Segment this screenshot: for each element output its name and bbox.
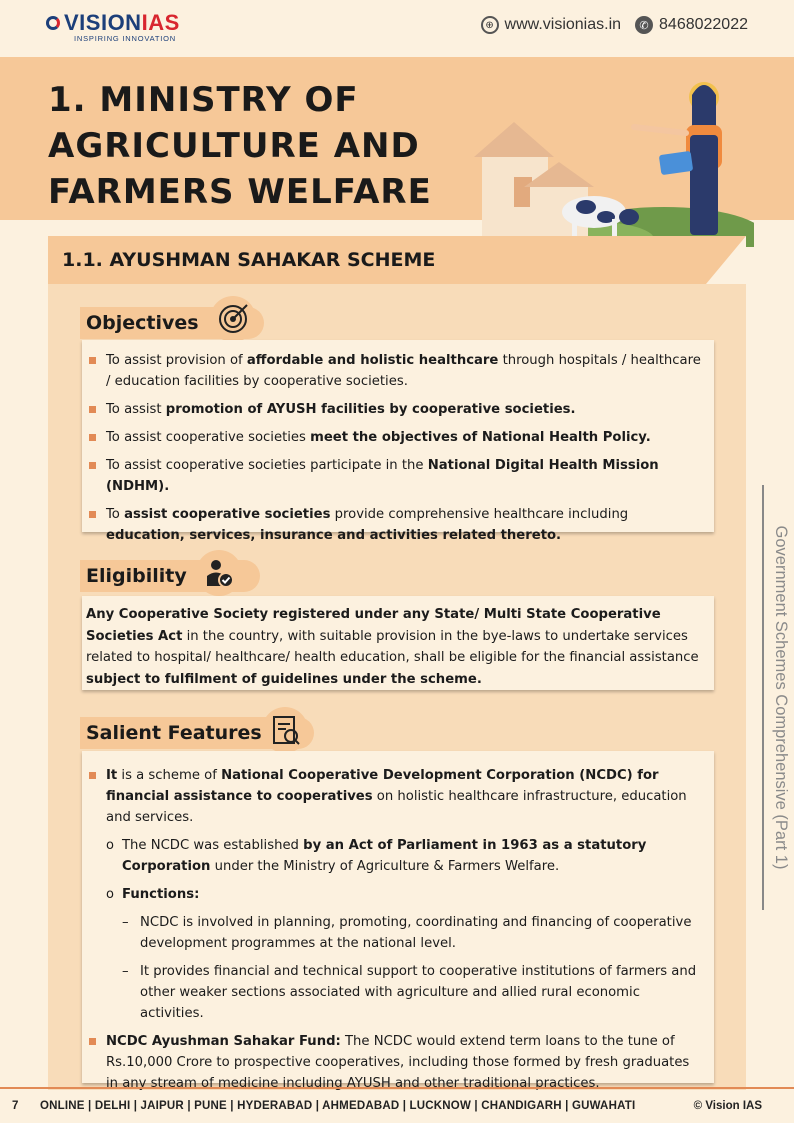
objective-item: To assist cooperative societies provide comprehensive healthcare including education, services, insurance and activities related thereto. — [86, 504, 704, 546]
chapter-title — [48, 77, 432, 215]
section-header — [48, 236, 746, 284]
feature-item: NCDC Ayushman Sahakar Fund: The NCDC would extend term loans to the tune of Rs.10,000 Crore to prospective cooperatives, including those formed by fresh graduates in any stream of medicine including AYUSH and other traditional practices. — [86, 1031, 704, 1094]
target-icon — [210, 296, 256, 342]
farm-illustration — [464, 67, 754, 247]
logo-mark-icon — [46, 16, 60, 30]
page-number: 7 — [12, 1100, 19, 1112]
phone-icon: ✆ — [635, 16, 653, 34]
phone-number: 8468022022 — [659, 16, 748, 33]
logo-tagline: INSPIRING INNOVATION — [74, 34, 176, 43]
chapter-title-line-3: FARMERS WELFARE — [48, 172, 432, 212]
objective-item: To assist promotion of AYUSH facilities by cooperative societies. — [86, 399, 704, 420]
salient-features-label: Salient Features — [86, 722, 262, 744]
chapter-banner — [0, 57, 794, 220]
contact-info — [481, 16, 748, 34]
salient-features-card — [82, 751, 714, 1091]
feature-item: It is a scheme of National Cooperative Development Corporation (NCDC) for financial assistance to cooperatives on holistic healthcare infrastructure, education and services. — [86, 765, 704, 828]
side-divider — [762, 485, 764, 910]
objective-item: To assist provision of affordable and holistic healthcare through hospitals / healthcare / education facilities by cooperative societies. — [86, 350, 704, 392]
eligible-person-icon — [196, 550, 242, 596]
page-header — [0, 0, 794, 57]
side-tab — [762, 485, 790, 910]
objectives-card — [82, 340, 714, 543]
section-title: 1.1. AYUSHMAN SAHAKAR SCHEME — [62, 249, 436, 271]
center-locations: ONLINE | DELHI | JAIPUR | PUNE | HYDERABAD | AHMEDABAD | LUCKNOW | CHANDIGARH | GUWAHATI — [40, 1100, 636, 1112]
checklist-icon — [262, 707, 308, 753]
objectives-label: Objectives — [86, 312, 199, 334]
logo-ias-text: IAS — [141, 10, 180, 35]
corner-fold — [706, 236, 746, 284]
eligibility-label: Eligibility — [86, 565, 187, 587]
eligibility-text: Any Cooperative Society registered under any State/ Multi State Cooperative Societies Act in the country, with suitable provision in the bye-laws to undertake services related to hospital/ healthcare/ health education, shall be eligible for the financial assistance subject to fulfilment of guidelines under the scheme. — [86, 607, 699, 687]
document-series-title: Government Schemes Comprehensive (Part 1) — [772, 525, 790, 870]
function-item: – It provides financial and technical support to cooperative institutions of farmers and other weaker sections associated with agriculture and allied rural economic activities. — [86, 961, 704, 1024]
objective-item: To assist cooperative societies participate in the National Digital Health Mission (NDHM). — [86, 455, 704, 497]
website-link[interactable]: www.visionias.in — [504, 16, 622, 33]
logo-main-text: VISION — [64, 10, 142, 35]
eligibility-card — [82, 596, 714, 690]
feature-subitem: o The NCDC was established by an Act of Parliament in 1963 as a statutory Corporation under the Ministry of Agriculture & Farmers Welfare. — [86, 835, 704, 877]
copyright: © Vision IAS — [693, 1100, 762, 1112]
chapter-title-line-1: 1. MINISTRY OF — [48, 80, 359, 120]
globe-icon: ⊕ — [481, 16, 499, 34]
objective-item: To assist cooperative societies meet the objectives of National Health Policy. — [86, 427, 704, 448]
vision-ias-logo — [46, 10, 180, 43]
feature-subitem: o Functions: — [86, 884, 704, 905]
function-item: – NCDC is involved in planning, promoting, coordinating and financing of cooperative development programmes at the national level. — [86, 912, 704, 954]
page-footer — [0, 1087, 794, 1123]
chapter-title-line-2: AGRICULTURE AND — [48, 126, 420, 166]
